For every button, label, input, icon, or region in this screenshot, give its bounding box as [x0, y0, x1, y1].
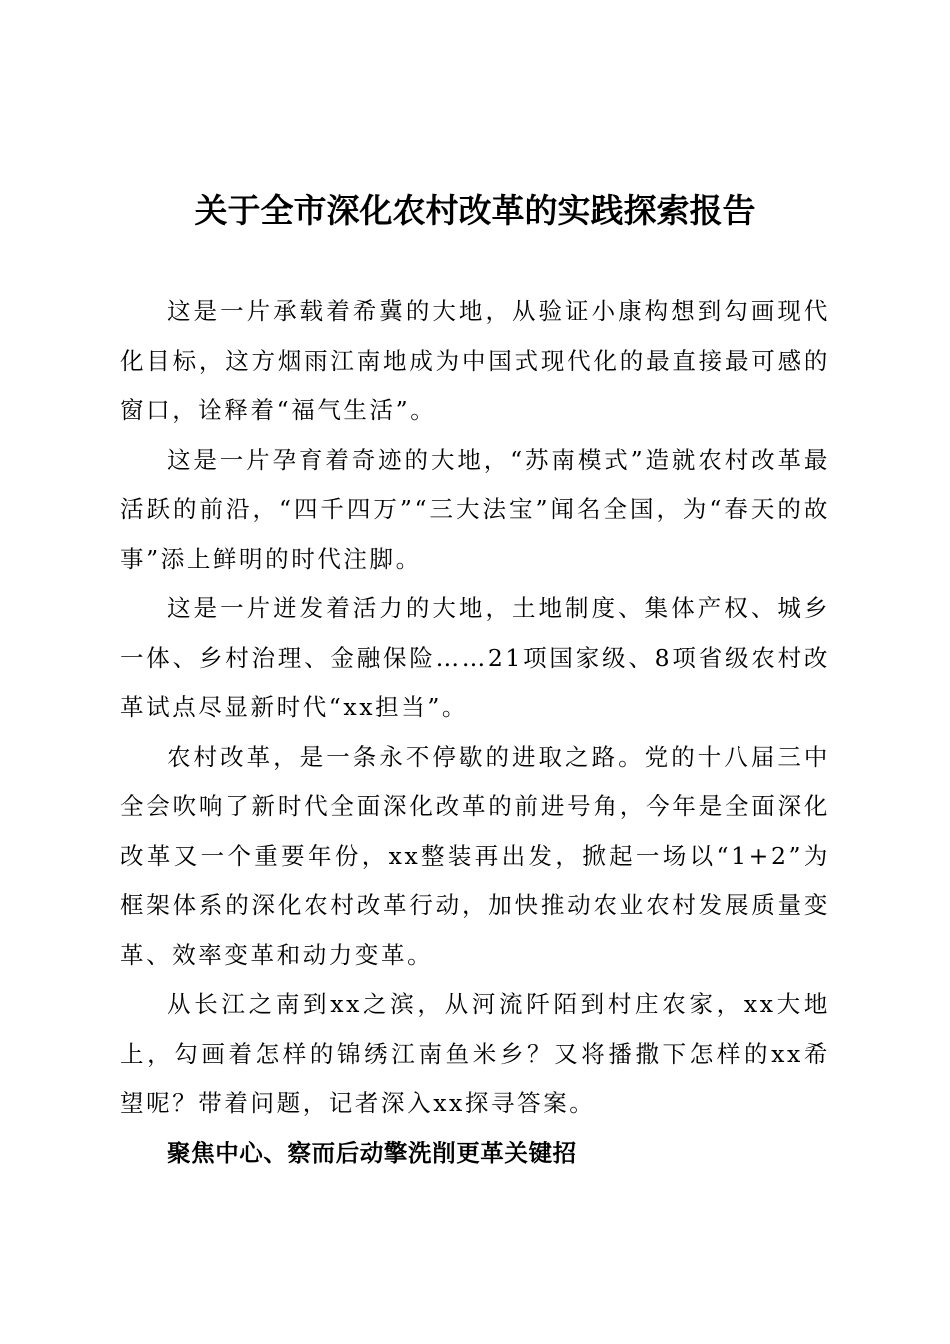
paragraph-2: 这是一片孕育着奇迹的大地，“苏南模式”造就农村改革最活跃的前沿，“四千四万”“三大法宝”闻名全国，为“春天的故事”添上鲜明的时代注脚。 [120, 445, 830, 573]
paragraph-4: 农村改革，是一条永不停歇的进取之路。党的十八届三中全会吹响了新时代全面深化改革的前进号角，今年是全面深化改革又一个重要年份，xx整装再出发，掀起一场以“1+2”为框架体系的深化农村改革行动，加快推动农业农村发展质量变革、效率变革和动力变革。 [120, 742, 830, 969]
document-body [120, 287, 830, 1178]
paragraph-3: 这是一片迸发着活力的大地，土地制度、集体产权、城乡一体、乡村治理、金融保险……21项国家级、8项省级农村改革试点尽显新时代“xx担当”。 [120, 594, 830, 721]
paragraph-1: 这是一片承载着希冀的大地，从验证小康构想到勾画现代化目标，这方烟雨江南地成为中国式现代化的最直接最可感的窗口，诠释着“福气生活”。 [120, 297, 830, 424]
paragraph-5: 从长江之南到xx之滨，从河流阡陌到村庄农家，xx大地上，勾画着怎样的锦绣江南鱼米乡？又将播撒下怎样的xx希望呢？带着问题，记者深入xx探寻答案。 [120, 990, 830, 1117]
document-title: 关于全市深化农村改革的实践探索报告 [194, 191, 756, 230]
section-heading: 聚焦中心、察而后动擎洗削更革关键招 [167, 1138, 577, 1167]
